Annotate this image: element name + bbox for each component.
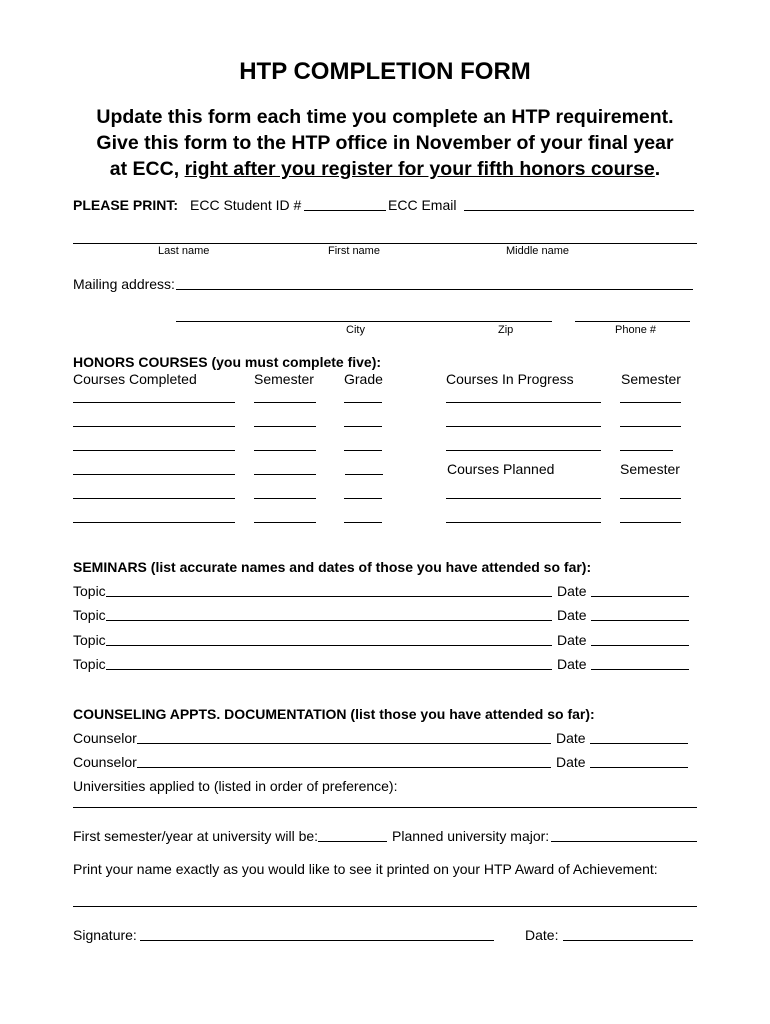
- middle-name-caption: Middle name: [506, 245, 569, 257]
- seminar-topic-field[interactable]: [106, 669, 552, 670]
- planned-semester-header: Semester: [620, 461, 680, 477]
- intro-line-3: [0, 156, 770, 182]
- counselor-label: Counselor: [73, 730, 137, 746]
- completed-grade-field[interactable]: [344, 498, 382, 499]
- email-label: ECC Email: [388, 197, 457, 213]
- completed-course-field[interactable]: [73, 450, 235, 451]
- seminar-date-label: Date: [557, 632, 587, 648]
- completed-grade-field[interactable]: [344, 426, 382, 427]
- counselor-field[interactable]: [137, 767, 551, 768]
- please-print-label: PLEASE PRINT:: [73, 197, 179, 213]
- seminars-heading: SEMINARS (list accurate names and dates of those you have attended so far):: [73, 559, 592, 575]
- completed-semester-field[interactable]: [254, 402, 316, 403]
- courses-completed-header: Courses Completed: [73, 371, 197, 387]
- mailing-address-field[interactable]: [176, 289, 693, 290]
- student-id-field[interactable]: [304, 210, 386, 211]
- completed-course-field[interactable]: [73, 498, 235, 499]
- planned-major-field[interactable]: [551, 841, 697, 842]
- completed-semester-field[interactable]: [254, 474, 316, 475]
- seminar-topic-label: Topic: [73, 632, 106, 648]
- signature-field[interactable]: [140, 940, 494, 941]
- completed-semester-field[interactable]: [254, 426, 316, 427]
- phone-field[interactable]: [575, 321, 690, 322]
- intro-deadline-underlined: right after you register for your fifth honors course: [184, 158, 655, 180]
- award-name-label: Print your name exactly as you would like to see it printed on your HTP Award of Achievement:: [73, 861, 658, 877]
- in-progress-semester-field[interactable]: [620, 426, 681, 427]
- first-semester-field[interactable]: [318, 841, 387, 842]
- intro-instructions: [0, 104, 770, 182]
- completed-semester-field[interactable]: [254, 450, 316, 451]
- planned-semester-field[interactable]: [620, 498, 681, 499]
- planned-course-field[interactable]: [446, 522, 601, 523]
- signature-date-label: Date:: [525, 927, 559, 943]
- intro-line-2: Give this form to the HTP office in November of your final year: [96, 132, 674, 154]
- in-progress-semester-field[interactable]: [620, 402, 681, 403]
- completed-course-field[interactable]: [73, 474, 235, 475]
- full-name-field[interactable]: [73, 243, 697, 244]
- phone-caption: Phone #: [615, 324, 656, 336]
- seminar-date-label: Date: [557, 583, 587, 599]
- last-name-caption: Last name: [158, 245, 210, 257]
- honors-courses-heading: HONORS COURSES (you must complete five):: [73, 354, 382, 370]
- seminar-topic-label: Topic: [73, 656, 106, 672]
- signature-date-field[interactable]: [563, 940, 693, 941]
- in-progress-course-field[interactable]: [446, 450, 601, 451]
- completed-semester-field[interactable]: [254, 498, 316, 499]
- counselor-field[interactable]: [137, 743, 551, 744]
- intro-line-3-prefix: at ECC,: [109, 158, 185, 180]
- award-name-field[interactable]: [73, 906, 697, 907]
- in-progress-semester-field[interactable]: [620, 450, 673, 451]
- seminar-topic-field[interactable]: [106, 620, 552, 621]
- mailing-address-label: Mailing address:: [73, 276, 175, 292]
- seminar-date-label: Date: [557, 656, 587, 672]
- city-caption: City: [346, 324, 365, 336]
- in-progress-course-field[interactable]: [446, 402, 601, 403]
- city-zip-field[interactable]: [176, 321, 552, 322]
- intro-line-1: Update this form each time you complete an HTP requirement.: [96, 106, 674, 128]
- in-progress-course-field[interactable]: [446, 426, 601, 427]
- planned-course-field[interactable]: [446, 498, 601, 499]
- first-semester-label: First semester/year at university will be:: [73, 828, 319, 844]
- courses-planned-header: Courses Planned: [447, 461, 555, 477]
- universities-applied-field[interactable]: [73, 807, 697, 808]
- first-name-caption: First name: [328, 245, 380, 257]
- completed-course-field[interactable]: [73, 522, 235, 523]
- student-id-label: ECC Student ID #: [190, 197, 302, 213]
- intro-line-3-suffix: .: [654, 158, 661, 180]
- completed-course-field[interactable]: [73, 402, 235, 403]
- universities-applied-label: Universities applied to (listed in order of preference):: [73, 778, 398, 794]
- seminar-date-field[interactable]: [591, 620, 689, 621]
- counselor-date-field[interactable]: [590, 743, 688, 744]
- completed-grade-field[interactable]: [344, 522, 382, 523]
- counselor-label: Counselor: [73, 754, 137, 770]
- signature-label: Signature:: [73, 927, 137, 943]
- completed-course-field[interactable]: [73, 426, 235, 427]
- zip-caption: Zip: [498, 324, 514, 336]
- completed-grade-field[interactable]: [344, 402, 382, 403]
- completed-grade-header: Grade: [344, 371, 383, 387]
- seminar-date-label: Date: [557, 607, 587, 623]
- in-progress-semester-header: Semester: [621, 371, 681, 387]
- planned-semester-field[interactable]: [620, 522, 681, 523]
- email-field[interactable]: [464, 210, 694, 211]
- completed-semester-field[interactable]: [254, 522, 316, 523]
- completed-grade-field[interactable]: [345, 474, 383, 475]
- courses-in-progress-header: Courses In Progress: [446, 371, 574, 387]
- counseling-heading: COUNSELING APPTS. DOCUMENTATION (list those you have attended so far):: [73, 706, 595, 722]
- seminar-topic-label: Topic: [73, 607, 106, 623]
- completed-semester-header: Semester: [254, 371, 314, 387]
- planned-major-label: Planned university major:: [392, 828, 550, 844]
- seminar-date-field[interactable]: [591, 596, 689, 597]
- completed-grade-field[interactable]: [344, 450, 382, 451]
- seminar-topic-label: Topic: [73, 583, 106, 599]
- seminar-topic-field[interactable]: [106, 645, 552, 646]
- counselor-date-field[interactable]: [590, 767, 688, 768]
- seminar-topic-field[interactable]: [106, 596, 552, 597]
- seminar-date-field[interactable]: [591, 669, 689, 670]
- form-title: HTP COMPLETION FORM: [239, 58, 531, 85]
- counselor-date-label: Date: [556, 754, 586, 770]
- counselor-date-label: Date: [556, 730, 586, 746]
- seminar-date-field[interactable]: [591, 645, 689, 646]
